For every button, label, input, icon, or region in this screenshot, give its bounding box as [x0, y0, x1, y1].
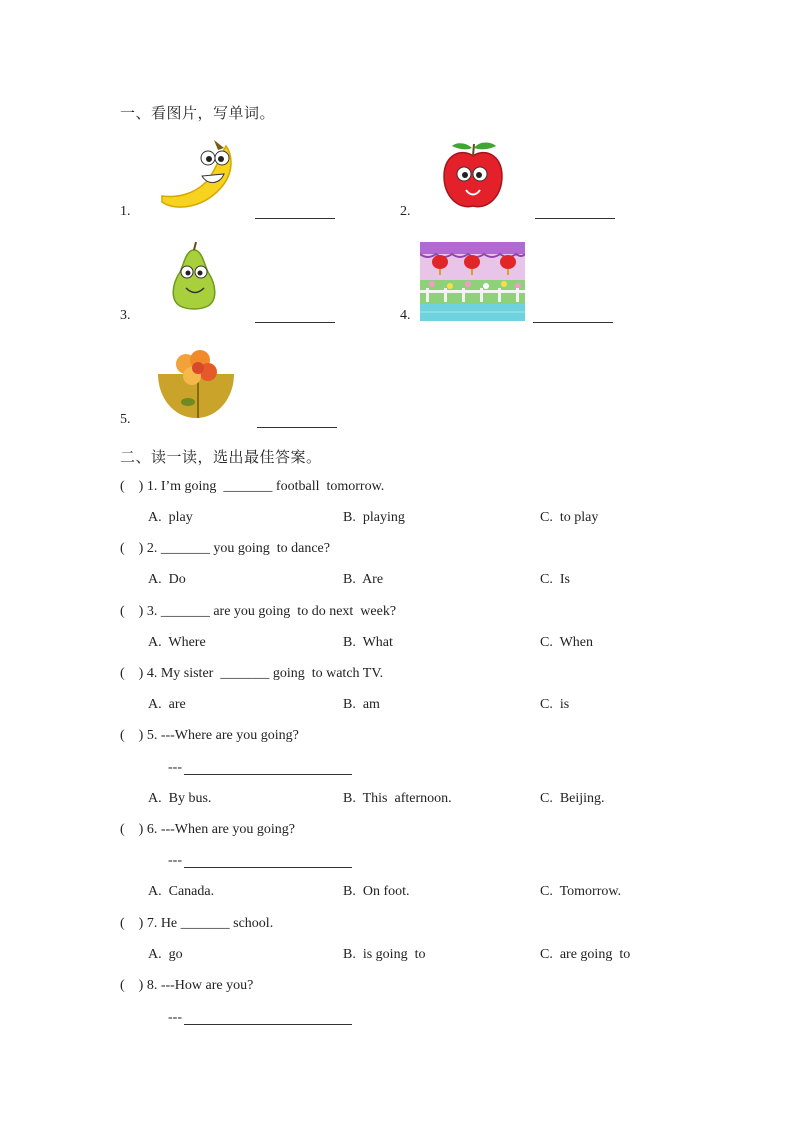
q7-option-c[interactable]: C. are going to: [540, 947, 631, 962]
q6-answer-line[interactable]: [184, 867, 352, 868]
q2-option-b[interactable]: B. Are: [343, 572, 384, 587]
item-5-number: 5.: [120, 412, 131, 427]
q6-option-c[interactable]: C. Tomorrow.: [540, 884, 622, 899]
item-2-number: 2.: [400, 204, 411, 219]
q1-option-a[interactable]: A. play: [148, 510, 193, 525]
section-1-title: 一、看图片，写单词。: [120, 106, 276, 122]
q2-option-c[interactable]: C. Is: [540, 572, 570, 587]
q3-option-c[interactable]: C. When: [540, 635, 594, 650]
q5-option-b[interactable]: B. This afternoon.: [343, 791, 452, 806]
question-3: ( ) 3. _______ are you going to do next week?: [120, 604, 397, 619]
q5-answer-line[interactable]: [184, 774, 352, 775]
q8-answer-prefix: ---: [168, 1010, 182, 1025]
section-2-title: 二、读一读，选出最佳答案。: [120, 450, 322, 466]
q5-option-a[interactable]: A. By bus.: [148, 791, 212, 806]
q3-option-b[interactable]: B. What: [343, 635, 393, 650]
q6-option-a[interactable]: A. Canada.: [148, 884, 215, 899]
item-3-number: 3.: [120, 308, 131, 323]
q8-answer-line[interactable]: [184, 1024, 352, 1025]
lanterns-garden-picture: [420, 242, 525, 321]
question-8: ( ) 8. ---How are you?: [120, 978, 254, 993]
q7-option-a[interactable]: A. go: [148, 947, 183, 962]
q7-option-b[interactable]: B. is going to: [343, 947, 426, 962]
q1-option-c[interactable]: C. to play: [540, 510, 599, 525]
pear-picture: [166, 242, 222, 310]
question-2: ( ) 2. _______ you going to dance?: [120, 541, 330, 556]
q6-option-b[interactable]: B. On foot.: [343, 884, 410, 899]
item-1-number: 1.: [120, 204, 131, 219]
flower-picture: [158, 348, 234, 420]
q1-option-b[interactable]: B. playing: [343, 510, 405, 525]
q3-option-a[interactable]: A. Where: [148, 635, 206, 650]
q4-option-c[interactable]: C. is: [540, 697, 570, 712]
q2-option-a[interactable]: A. Do: [148, 572, 186, 587]
q4-option-b[interactable]: B. am: [343, 697, 380, 712]
q4-option-a[interactable]: A. are: [148, 697, 186, 712]
answer-line-3[interactable]: [255, 322, 335, 323]
question-5: ( ) 5. ---Where are you going?: [120, 728, 299, 743]
answer-line-2[interactable]: [535, 218, 615, 219]
question-4: ( ) 4. My sister _______ going to watch TV.: [120, 666, 384, 681]
apple-picture: [440, 140, 506, 212]
question-1: ( ) 1. I’m going _______ football tomorrow.: [120, 479, 385, 494]
item-4-number: 4.: [400, 308, 411, 323]
answer-line-5[interactable]: [257, 427, 337, 428]
banana-picture: [156, 136, 240, 214]
q5-option-c[interactable]: C. Beijing.: [540, 791, 605, 806]
question-6: ( ) 6. ---When are you going?: [120, 822, 295, 837]
q5-answer-prefix: ---: [168, 760, 182, 775]
answer-line-1[interactable]: [255, 218, 335, 219]
q6-answer-prefix: ---: [168, 853, 182, 868]
answer-line-4[interactable]: [533, 322, 613, 323]
question-7: ( ) 7. He _______ school.: [120, 916, 274, 931]
